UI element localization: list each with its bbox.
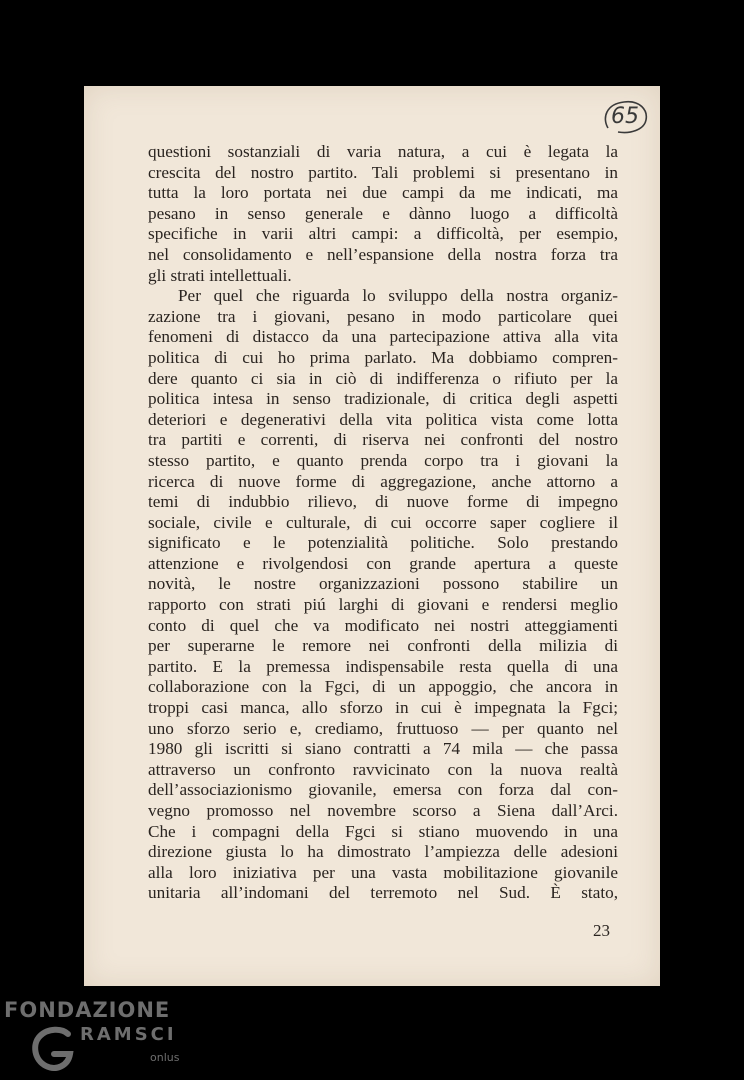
text-line: tra partiti e correnti, di riserva nei confronti del nostro (148, 430, 618, 450)
text-line: troppi casi manca, allo sforzo in cui è impegnata la Fgci; (148, 698, 618, 718)
text-line: Che i compagni della Fgci si stiano muovendo in una (148, 821, 618, 841)
text-line: dell’associazionismo giovanile, emersa con forza dal con- (148, 780, 618, 800)
text-line: deteriori e degenerativi della vita politica vista come lotta (148, 409, 618, 429)
text-line: gli strati intellettuali. (148, 265, 292, 285)
text-line: direzione giusta lo ha dimostrato l’ampiezza delle adesioni (148, 842, 618, 862)
text-line: uno sforzo serio e, crediamo, fruttuoso — per quanto nel (148, 718, 618, 738)
text-line: attraverso un confronto ravvicinato con la nuova realtà (148, 759, 618, 779)
text-line: Per quel che riguarda lo sviluppo della nostra organiz- (178, 286, 618, 306)
text-line: collaborazione con la Fgci, di un appoggio, che ancora in (148, 677, 618, 697)
logo-g-icon (28, 1022, 80, 1074)
page-number: 23 (593, 921, 610, 940)
text-line: unitaria all’indomani del terremoto nel Sud. È stato, (148, 883, 618, 903)
logo-line-fondazione: FONDAZIONE (4, 998, 171, 1022)
text-line: rapporto con strati piú larghi di giovani e rendersi meglio (148, 595, 618, 615)
text-line: alla loro iniziativa per una vasta mobilitazione giovanile (148, 862, 618, 882)
text-line: temi di indubbio rilievo, di nuove forme di impegno (148, 492, 618, 512)
text-line: per superarne le remore nei confronti della milizia di (148, 636, 618, 656)
text-line: tutta la loro portata nei due campi da me indicati, ma (148, 183, 618, 203)
text-line: 1980 gli iscritti si siano contratti a 74 mila — che passa (148, 739, 618, 759)
logo-line-gramsci: RAMSCI (80, 1024, 177, 1045)
text-line: politica intesa in senso tradizionale, di critica degli aspetti (148, 389, 618, 409)
archive-mark-number: 65 (611, 104, 639, 129)
text-line: attenzione e rivolgendosi con grande apertura a queste (148, 553, 618, 573)
text-line: questioni sostanziali di varia natura, a cui è legata la (148, 142, 618, 161)
text-line: vegno promosso nel novembre scorso a Siena dall’Arci. (148, 801, 618, 820)
text-line: politica di cui ho prima parlato. Ma dobbiamo compren- (148, 347, 618, 367)
text-line: conto di quel che va modificato nei nostri atteggiamenti (148, 615, 618, 635)
text-line: crescita del nostro partito. Tali problemi si presentano in (148, 162, 618, 182)
text-line: sociale, civile e culturale, di cui occorre saper cogliere il (148, 512, 618, 532)
text-line: dere quanto ci sia in ciò di indifferenza o rifiuto per la (148, 368, 618, 388)
text-line: nel consolidamento e nell’espansione della nostra forza tra (148, 244, 618, 264)
text-line: novità, le nostre organizzazioni possono stabilire un (148, 574, 618, 594)
text-line: stesso partito, e quanto prenda corpo tra i giovani la (148, 450, 618, 470)
text-line: pesano in senso generale e dànno luogo a difficoltà (148, 203, 618, 223)
text-line: ricerca di nuove forme di aggregazione, anche attorno a (148, 471, 618, 491)
archive-mark (600, 98, 650, 136)
body-text (148, 142, 618, 904)
text-line: fenomeni di distacco da una partecipazione attiva alla vita (148, 327, 618, 347)
logo-line-onlus: onlus (150, 1051, 180, 1064)
text-line: significato e le potenzialità politiche. Solo prestando (148, 533, 618, 553)
text-line: zazione tra i giovani, pesano in modo particolare quei (148, 306, 618, 326)
fondazione-gramsci-logo (4, 998, 204, 1078)
text-line: specifiche in varii altri campi: a difficoltà, per esempio, (148, 224, 618, 244)
document-page (84, 86, 660, 986)
text-line: partito. E la premessa indispensabile resta quella di una (148, 656, 618, 676)
